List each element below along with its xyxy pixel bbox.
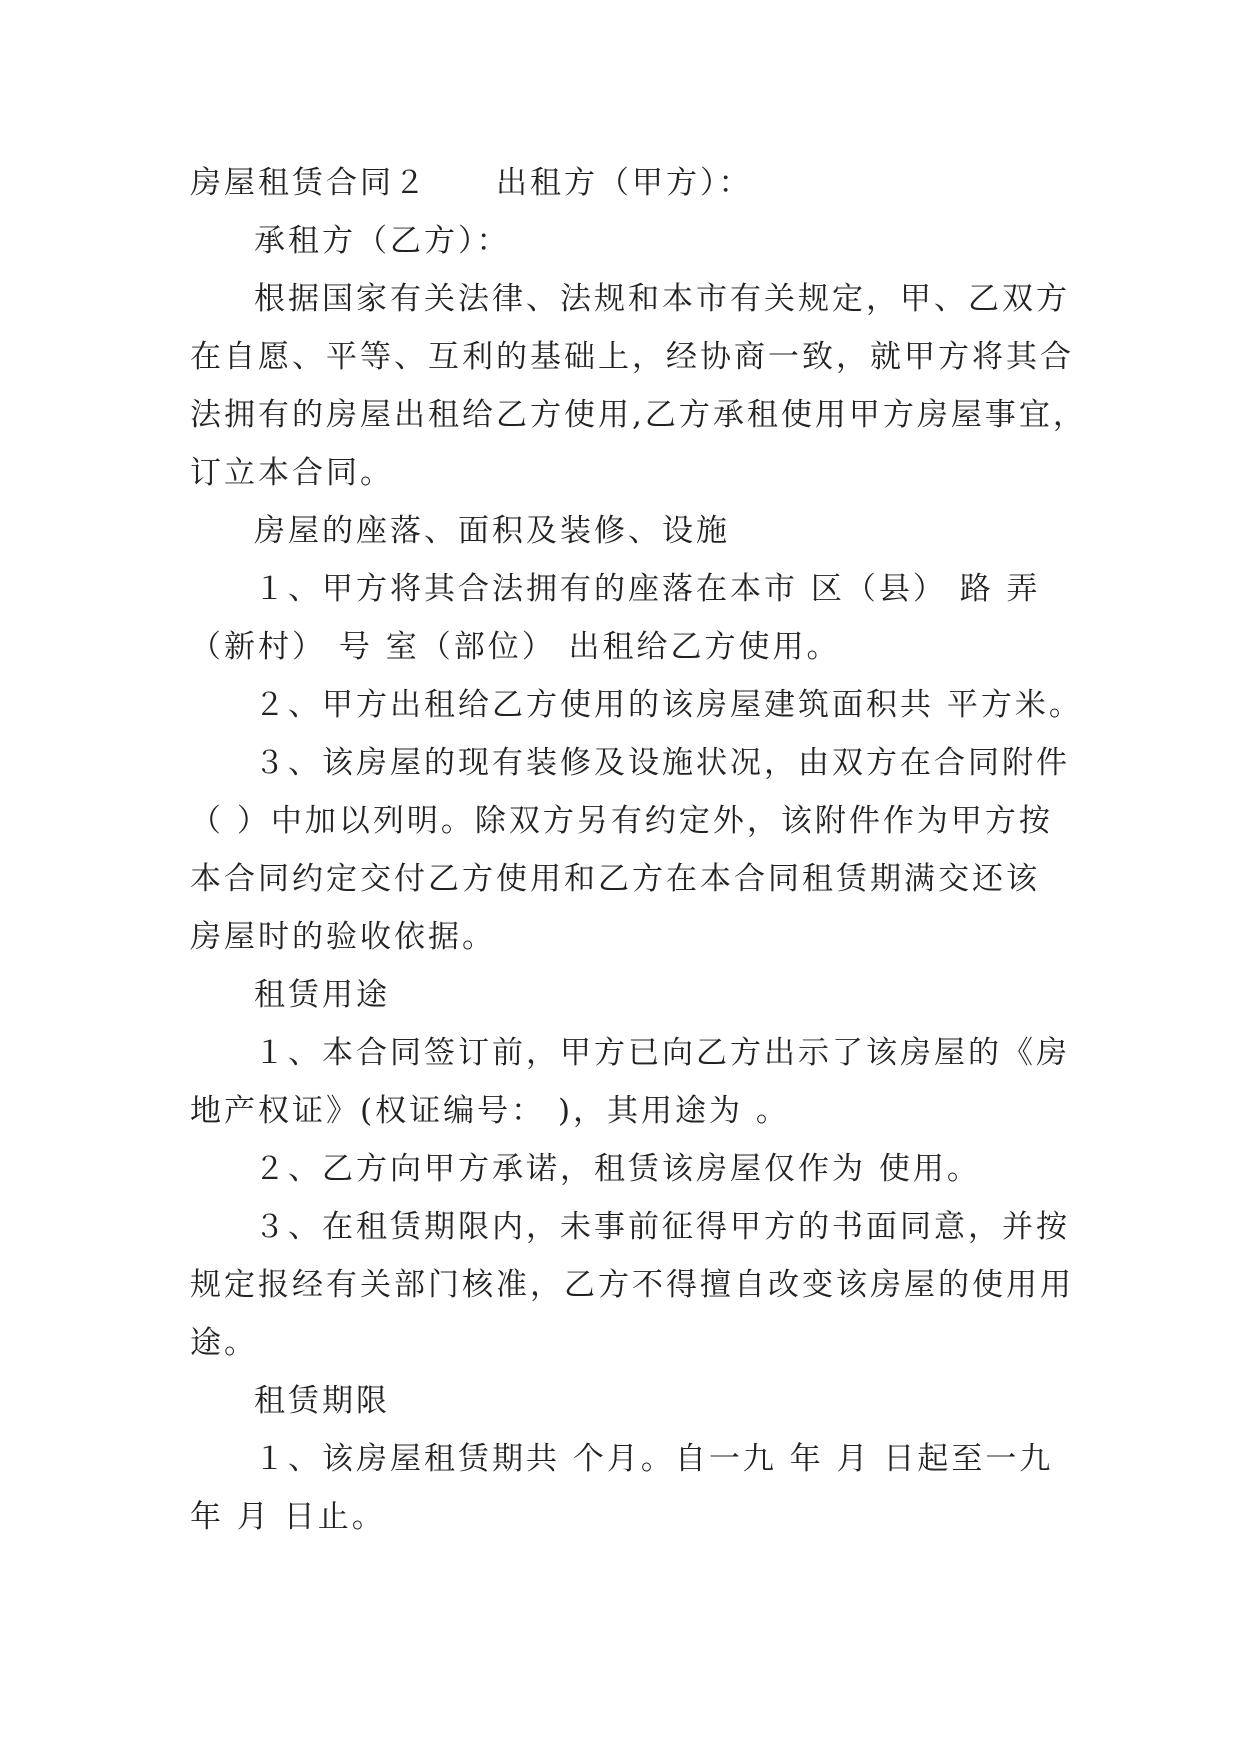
clause-line: １、本合同签订前，甲方已向乙方出示了该房屋的《房	[254, 1035, 1070, 1071]
section-heading: 租赁期限	[254, 1383, 390, 1419]
clause-line: 途。	[190, 1325, 258, 1361]
contract-title-line: 房屋租赁合同２ 出租方（甲方）：	[190, 165, 753, 201]
clause-line: ２、甲方出租给乙方使用的该房屋建筑面积共 平方米。	[254, 687, 1083, 723]
clause-line: 本合同约定交付乙方使用和乙方在本合同租赁期满交还该	[190, 861, 1040, 897]
paragraph-line: 订立本合同。	[190, 455, 394, 491]
clause-line: ３、该房屋的现有装修及设施状况，由双方在合同附件	[254, 745, 1070, 781]
paragraph-line: 在自愿、平等、互利的基础上，经协商一致，就甲方将其合	[190, 339, 1074, 375]
clause-line: １、甲方将其合法拥有的座落在本市 区（县） 路 弄	[254, 571, 1041, 607]
clause-line: 规定报经有关部门核准，乙方不得擅自改变该房屋的使用用	[190, 1267, 1074, 1303]
clause-line: ２、乙方向甲方承诺，租赁该房屋仅作为 使用。	[254, 1151, 981, 1187]
paragraph-line: 根据国家有关法律、法规和本市有关规定，甲、乙双方	[254, 281, 1070, 317]
clause-line: 房屋时的验收依据。	[190, 919, 496, 955]
lessee-line: 承租方（乙方）：	[254, 223, 511, 259]
section-heading: 租赁用途	[254, 977, 390, 1013]
clause-line: ３、在租赁期限内，未事前征得甲方的书面同意，并按	[254, 1209, 1070, 1245]
clause-line: （新村） 号 室（部位） 出租给乙方使用。	[190, 629, 841, 665]
clause-line: 地产权证》(权证编号： )，其用途为 。	[190, 1093, 790, 1129]
clause-line: 年 月 日止。	[190, 1499, 386, 1535]
paragraph-line: 法拥有的房屋出租给乙方使用,乙方承租使用甲方房屋事宜，	[190, 397, 1087, 433]
clause-line: （ ）中加以列明。除双方另有约定外，该附件作为甲方按	[190, 803, 1053, 839]
section-heading: 房屋的座落、面积及装修、设施	[254, 513, 730, 549]
clause-line: １、该房屋租赁期共 个月。自一九 年 月 日起至一九	[254, 1441, 1054, 1477]
contract-text	[190, 154, 1087, 1546]
